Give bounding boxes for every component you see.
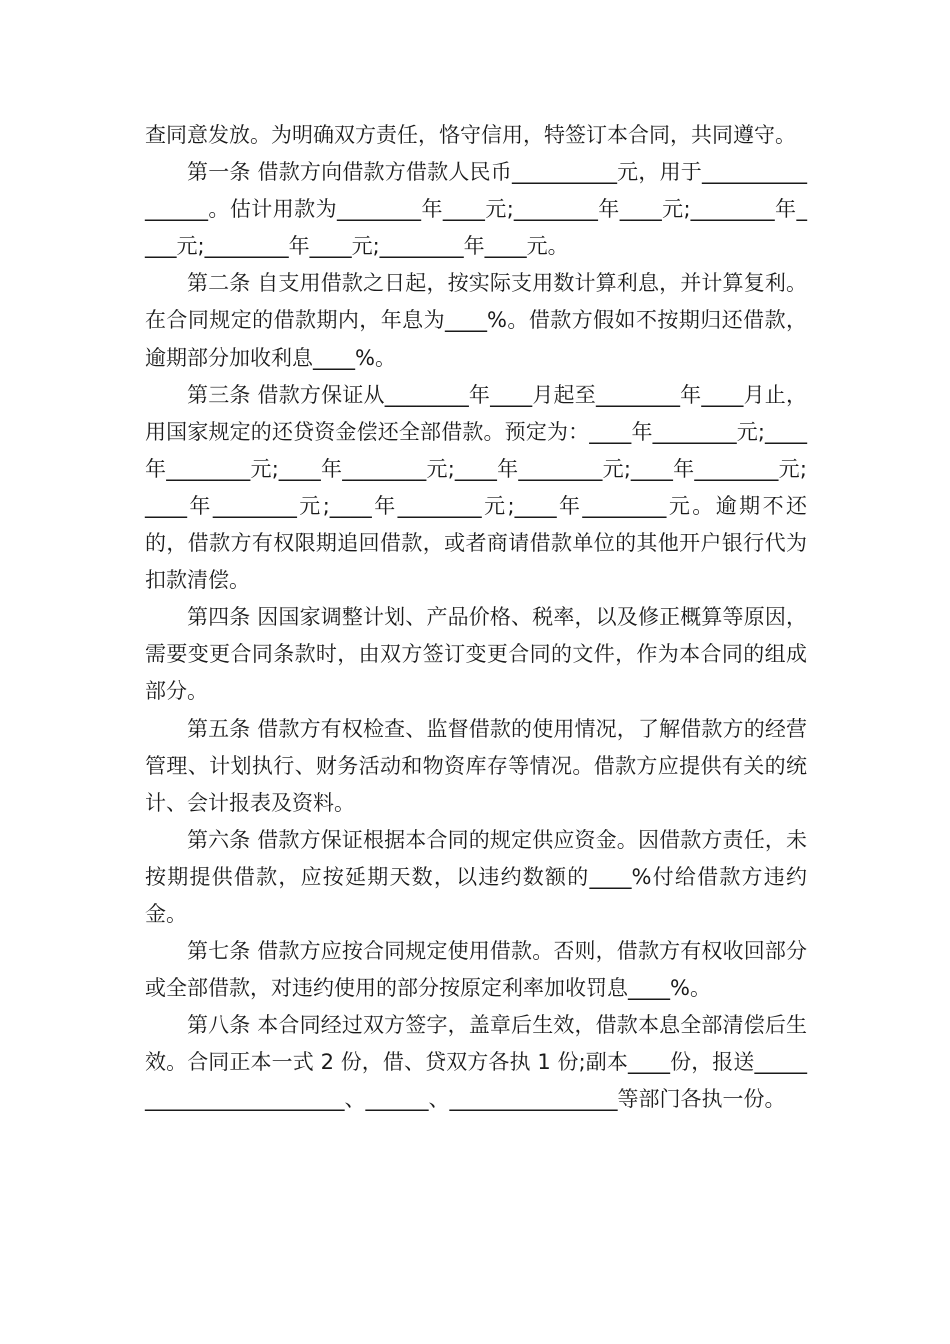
article-3: 第三条 借款方保证从________年____月起至________年____月止，用国家规定的还贷资金偿还全部借款。预定为：____年________元;____年________元;____年________元;____年________元;____年________元;____年________元;____年________元;____年________元。逾期不还的，借款方有权限期追回借款，或者商请借款单位的其他开户银行代为扣款清偿。 xyxy=(145,382,807,593)
paragraph-intro-continuation: 查同意发放。为明确双方责任，恪守信用，特签订本合同，共同遵守。 xyxy=(145,123,796,147)
article-7: 第七条 借款方应按合同规定使用借款。否则，借款方有权收回部分或全部借款，对违约使用的部分按原定利率加收罚息____%。 xyxy=(145,939,807,1001)
contract-body xyxy=(145,117,807,1119)
article-5: 第五条 借款方有权检查、监督借款的使用情况，了解借款方的经营管理、计划执行、财务活动和物资库存等情况。借款方应提供有关的统计、会计报表及资料。 xyxy=(145,716,807,815)
article-2: 第二条 自支用借款之日起，按实际支用数计算利息，并计算复利。在合同规定的借款期内，年息为____%。借款方假如不按期归还借款，逾期部分加收利息____%。 xyxy=(145,271,807,370)
article-4: 第四条 因国家调整计划、产品价格、税率，以及修正概算等原因，需要变更合同条款时，由双方签订变更合同的文件，作为本合同的组成部分。 xyxy=(145,605,807,704)
article-1: 第一条 借款方向借款方借款人民币__________元，用于________________。估计用款为________年____元;________年____元;________年____元;________年____元;________年____元。 xyxy=(145,160,807,259)
article-6: 第六条 借款方保证根据本合同的规定供应资金。因借款方责任，未按期提供借款，应按延期天数，以违约数额的____%付给借款方违约金。 xyxy=(145,827,807,926)
article-8: 第八条 本合同经过双方签字，盖章后生效，借款本息全部清偿后生效。合同正本一式 2 份，借、贷双方各执 1 份;副本____份，报送________________________、______、________________等部门各执一份。 xyxy=(145,1013,807,1112)
